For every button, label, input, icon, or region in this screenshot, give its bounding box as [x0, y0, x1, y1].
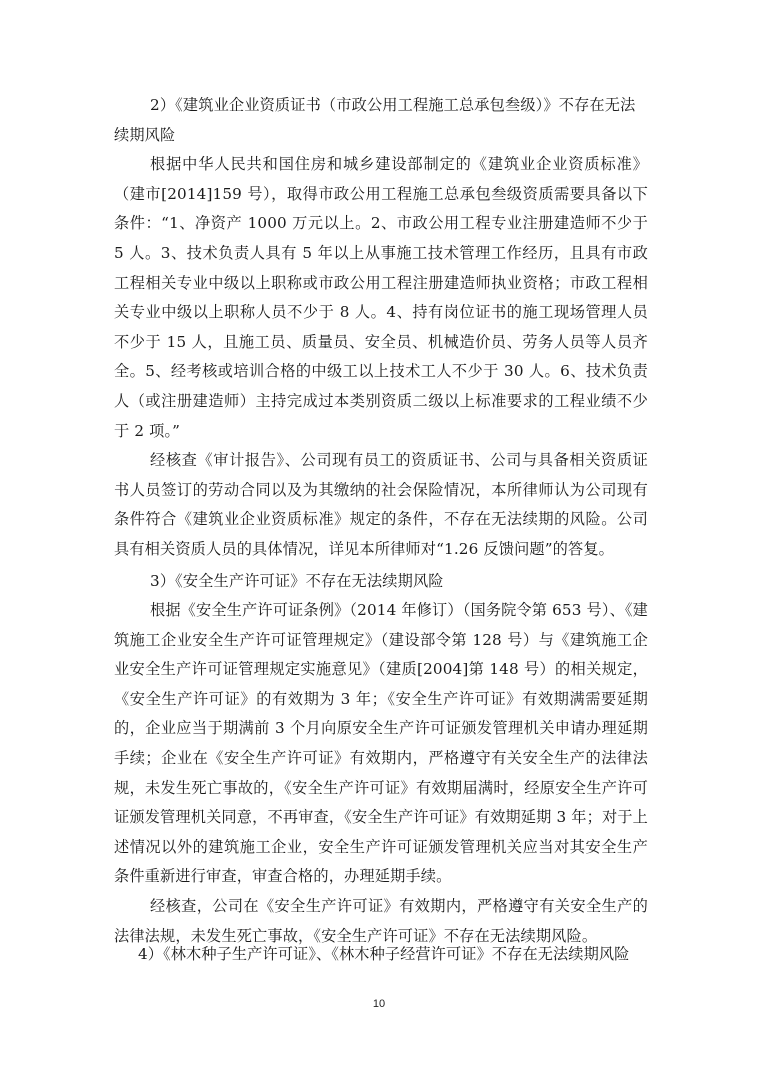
- section-heading-forest-seed-licenses: 4）《林木种子生产许可证》、《林木种子经营许可证》不存在无法续期风险: [138, 945, 630, 963]
- paragraph-safety-verification: 经核查，公司在《安全生产许可证》有效期内，严格遵守有关安全生产的法律法规，未发生死亡事故，《安全生产许可证》不存在无法续期风险。: [114, 897, 648, 945]
- paragraph-qualification-standard: 根据中华人民共和国住房和城乡建设部制定的《建筑业企业资质标准》（建市[2014]159 号），取得市政公用工程施工总承包叁级资质需要具备以下条件：“1、净资产 1000 万元以上。2、市政公用工程专业注册建造师不少于 5 人。3、技术负责人具有 5 年以上从事施工技术管理工作经历，且具有市政工程相关专业中级以上职称或市政公用工程注册建造师执业资格；市政工程相关专业中级以上职称人员不少于 8 人。4、持有岗位证书的施工现场管理人员不少于 15 人，且施工员、质量员、安全员、机械造价员、劳务人员等人员齐全。5、经考核或培训合格的中级工以上技术工人不少于 30 人。6、技术负责人（或注册建造师）主持完成过本类别资质二级以上标准要求的工程业绩不少于 2 项。”: [114, 155, 648, 440]
- document-body: [114, 91, 648, 951]
- section-heading-qualification-certificate: 2）《建筑业企业资质证书（市政公用工程施工总承包叁级）》不存在无法续期风险: [114, 96, 636, 144]
- paragraph-safety-regulations: 根据《安全生产许可证条例》（2014 年修订）（国务院令第 653 号）、《建筑施工企业安全生产许可证管理规定》（建设部令第 128 号）与《建筑施工企业安全生产许可证管理规定实施意见》（建质[2004]第 148 号）的相关规定，《安全生产许可证》的有效期为 3 年；《安全生产许可证》有效期满需要延期的，企业应当于期满前 3 个月向原安全生产许可证颁发管理机关申请办理延期手续；企业在《安全生产许可证》有效期内，严格遵守有关安全生产的法律法规，未发生死亡事故的，《安全生产许可证》有效期届满时，经原安全生产许可证颁发管理机关同意，不再审查，《安全生产许可证》有效期延期 3 年；对于上述情况以外的建筑施工企业，安全生产许可证颁发管理机关应当对其安全生产条件重新进行审查，审查合格的，办理延期手续。: [114, 601, 649, 886]
- section-heading-safety-license: 3）《安全生产许可证》不存在无法续期风险: [150, 571, 444, 590]
- paragraph-qualification-verification: 经核查《审计报告》、公司现有员工的资质证书、公司与具备相关资质证书人员签订的劳动合同以及为其缴纳的社会保险情况，本所律师认为公司现有条件符合《建筑业企业资质标准》规定的条件，不存在无法续期的风险。公司具有相关资质人员的具体情况，详见本所律师对“1.26 反馈问题”的答复。: [114, 451, 648, 558]
- page-number: 10: [372, 998, 386, 1010]
